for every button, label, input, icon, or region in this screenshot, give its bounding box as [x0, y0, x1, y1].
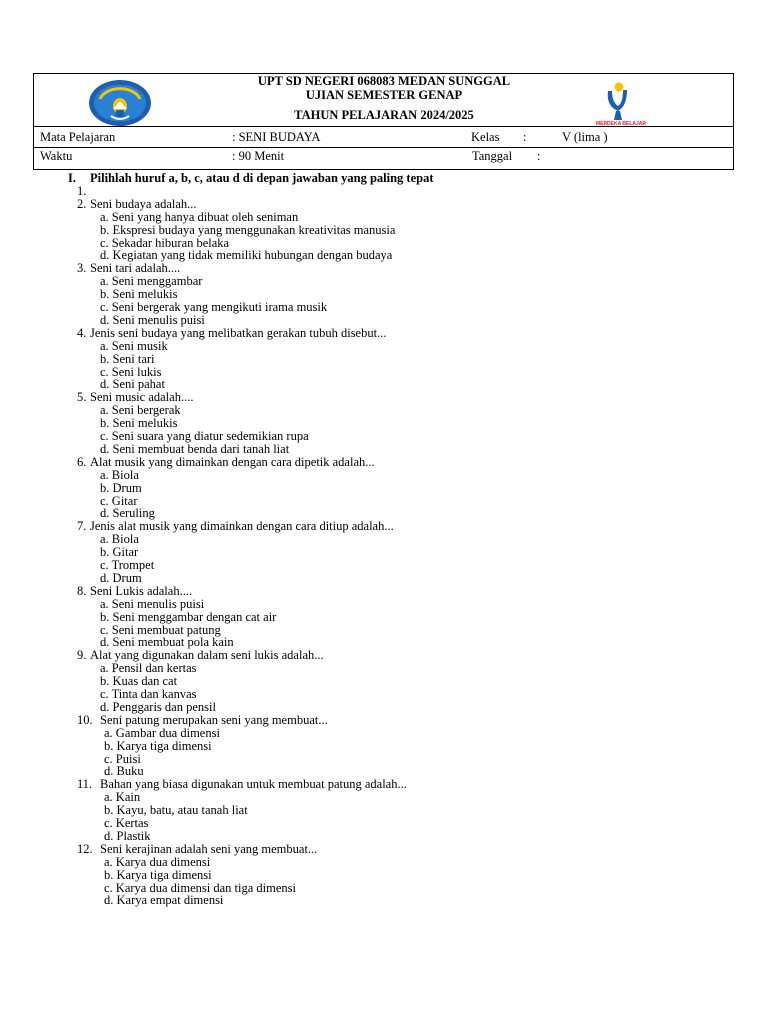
- answer-option: d. Drum: [100, 570, 142, 585]
- answer-option: a. Seni menggambar: [100, 274, 203, 289]
- answer-option: d. Plastik: [104, 828, 151, 843]
- answer-option: d. Penggaris dan pensil: [100, 699, 216, 714]
- answer-option: a. Seni yang hanya dibuat oleh seniman: [100, 209, 299, 224]
- answer-option: b. Karya tiga dimensi: [104, 867, 212, 882]
- info-row-time: [34, 146, 733, 166]
- tut-wuri-handayani-logo-icon: [87, 78, 153, 128]
- merdeka-belajar-logo-icon: [594, 78, 648, 128]
- question-item: [77, 714, 328, 727]
- question-text: Jenis alat musik yang dimainkan dengan cara ditiup adalah...: [90, 519, 394, 534]
- answer-option: b. Gitar: [100, 545, 139, 560]
- question-item: [77, 585, 192, 598]
- answer-option: c. Seni bergerak yang mengikuti irama musik: [100, 300, 328, 314]
- info-row-subject: [34, 126, 733, 148]
- empty-item: 1.: [77, 184, 87, 198]
- academic-year: TAHUN PELAJARAN 2024/2025: [294, 108, 474, 122]
- answer-option: d. Seni membuat pola kain: [100, 635, 234, 650]
- instruction-text: Pilihlah huruf a, b, c, atau d di depan jawaban yang paling tepat: [90, 171, 434, 185]
- school-name: UPT SD NEGERI 068083 MEDAN SUNGGAL: [257, 74, 511, 88]
- answer-option: d. Karya empat dimensi: [104, 893, 224, 908]
- question-item: [77, 198, 197, 211]
- subject-label: Mata Pelajaran: [40, 130, 116, 144]
- section-number: I.: [68, 171, 76, 185]
- answer-option: b. Drum: [100, 480, 142, 495]
- time-value: : 90 Menit: [232, 149, 285, 163]
- date-colon: :: [537, 149, 541, 163]
- answer-option: a. Seni bergerak: [100, 403, 181, 418]
- answer-option: d. Seni pahat: [100, 377, 165, 392]
- question-number: 5.: [77, 390, 87, 405]
- answer-option: c. Puisi: [104, 751, 141, 766]
- answer-option: b. Seni menggambar dengan cat air: [100, 609, 277, 624]
- question-text: Alat musik yang dimainkan dengan cara dipetik adalah...: [90, 454, 375, 469]
- answer-option: b. Seni melukis: [100, 416, 178, 431]
- question-text: Seni kerajinan adalah seni yang membuat...: [100, 841, 318, 856]
- question-number: 4.: [77, 325, 87, 340]
- answer-option: a. Gambar dua dimensi: [104, 725, 220, 740]
- section-instruction: [68, 172, 434, 185]
- question-number: 11.: [77, 777, 93, 792]
- answer-option: d. Seruling: [100, 506, 155, 521]
- subject-value: : SENI BUDAYA: [232, 130, 321, 144]
- question-number: 8.: [77, 583, 87, 598]
- answer-option: b. Kayu, batu, atau tanah liat: [104, 803, 248, 818]
- question-number: 10.: [77, 712, 93, 727]
- answer-option: c. Kertas: [104, 816, 149, 830]
- question-text: Seni music adalah....: [90, 390, 194, 405]
- question-text: Alat yang digunakan dalam seni lukis adalah...: [90, 648, 324, 663]
- answer-option: c. Sekadar hiburan belaka: [100, 235, 230, 250]
- time-label: Waktu: [40, 149, 73, 163]
- answer-option: c. Seni lukis: [100, 364, 162, 379]
- question-text: Bahan yang biasa digunakan untuk membuat patung adalah...: [100, 777, 407, 792]
- question-text: Seni tari adalah....: [90, 261, 181, 276]
- answer-option: b. Ekspresi budaya yang menggunakan kreativitas manusia: [100, 222, 396, 237]
- title-block: [214, 74, 554, 122]
- answer-option: a. Seni menulis puisi: [100, 596, 205, 611]
- exam-title: UJIAN SEMESTER GENAP: [305, 88, 463, 102]
- answer-option: c. Gitar: [100, 493, 138, 508]
- answer-option: d. Seni menulis puisi: [100, 312, 205, 327]
- question-number: 3.: [77, 261, 87, 276]
- answer-option: c. Tinta dan kanvas: [100, 687, 197, 701]
- question-number: 12.: [77, 841, 93, 856]
- question-text: Seni Lukis adalah....: [90, 583, 193, 598]
- question-item: [77, 456, 375, 469]
- answer-option: a. Kain: [104, 790, 141, 805]
- answer-option: c. Trompet: [100, 558, 155, 572]
- question-number: 2.: [77, 196, 87, 211]
- question-number: 9.: [77, 648, 87, 663]
- answer-option: c. Seni suara yang diatur sedemikian rupa: [100, 429, 309, 443]
- answer-option: d. Seni membuat benda dari tanah liat: [100, 441, 290, 456]
- answer-option: a. Biola: [100, 467, 139, 482]
- answer-option: a. Seni musik: [100, 338, 168, 353]
- answer-option: b. Seni melukis: [100, 287, 178, 302]
- answer-option: a. Pensil dan kertas: [100, 661, 197, 676]
- class-value: V (lima ): [562, 130, 608, 144]
- answer-option: a. Karya dua dimensi: [104, 854, 211, 869]
- class-colon: :: [523, 130, 527, 144]
- answer-option: b. Karya tiga dimensi: [104, 738, 212, 753]
- question-item: [77, 843, 317, 856]
- answer-option: d. Kegiatan yang tidak memiliki hubungan dengan budaya: [100, 248, 393, 263]
- answer-option: c. Karya dua dimensi dan tiga dimensi: [104, 880, 296, 895]
- exam-header: [33, 73, 734, 170]
- answer-option: d. Buku: [104, 764, 144, 779]
- merdeka-belajar-logo-text: MERDEKA BELAJAR: [595, 121, 647, 127]
- question-item: [77, 327, 386, 340]
- question-text: Seni budaya adalah...: [90, 196, 197, 211]
- question-number: 6.: [77, 454, 87, 469]
- date-label: Tanggal: [472, 149, 513, 163]
- question-text: Jenis seni budaya yang melibatkan gerakan tubuh disebut...: [90, 325, 387, 340]
- answer-option: b. Kuas dan cat: [100, 674, 178, 689]
- answer-option: a. Biola: [100, 532, 139, 547]
- question-number: 7.: [77, 519, 87, 534]
- question-text: Seni patung merupakan seni yang membuat...: [100, 712, 328, 727]
- answer-option: c. Seni membuat patung: [100, 622, 221, 637]
- class-label: Kelas: [471, 130, 500, 144]
- answer-option: b. Seni tari: [100, 351, 155, 366]
